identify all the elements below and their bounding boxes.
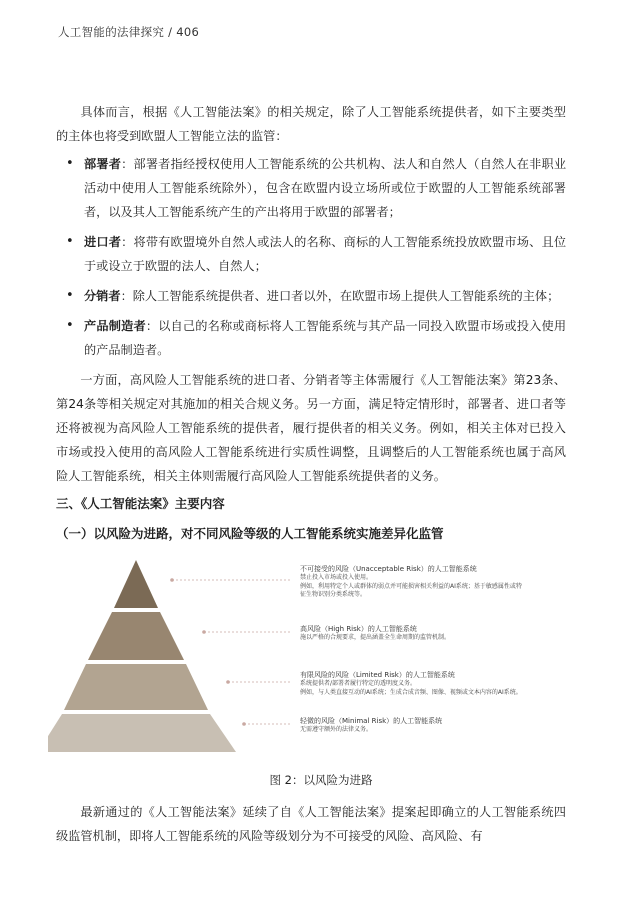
bullet-icon: • <box>66 156 74 171</box>
running-header <box>58 24 199 40</box>
list-item-term: 分销者 <box>84 289 121 303</box>
main-content <box>56 100 566 546</box>
subsection-heading: （一）以风险为进路，对不同风险等级的人工智能系统实施差异化监管 <box>56 526 444 541</box>
closing-paragraph: 最新通过的《人工智能法案》延续了自《人工智能法案》提案起即确立的人工智能系统四级监管机制，即将人工智能系统的风险等级划分为不可接受的风险、高风险、有 <box>56 805 566 843</box>
connector-dot <box>202 630 206 634</box>
list-item <box>56 230 566 278</box>
risk-desc: 例如，与人类直接互动的AI系统；生成合成音频、图像、视频或文本内容的AI系统。 <box>300 688 522 696</box>
risk-title: 有限风险的风险（Limited Risk）的人工智能系统 <box>300 671 455 679</box>
figure-caption: 图 2：以风险为进路 <box>269 773 373 787</box>
risk-label-minimal <box>300 716 600 735</box>
risk-title: 高风险（High Risk）的人工智能系统 <box>300 625 417 633</box>
risk-label-high <box>300 624 600 643</box>
list-item-text: ：除人工智能系统提供者、进口者以外，在欧盟市场上提供人工智能系统的主体； <box>120 289 560 303</box>
subject-list <box>56 152 566 362</box>
risk-pyramid-figure <box>48 552 608 762</box>
pyramid-tier-unacceptable <box>114 560 158 608</box>
list-item-term: 部署者 <box>84 157 122 171</box>
risk-label-unacceptable <box>300 564 600 600</box>
pyramid-tier-limited <box>64 664 208 710</box>
intro-paragraph: 具体而言，根据《人工智能法案》的相关规定，除了人工智能系统提供者，如下主要类型的主体也将受到欧盟人工智能立法的监管： <box>56 105 566 143</box>
closing-paragraph-container <box>56 800 566 848</box>
risk-desc: 施以严格的合规要求，提出涵盖全生命周期的监管机制。 <box>300 634 451 641</box>
bullet-icon: • <box>66 318 74 333</box>
connector-dot <box>226 680 230 684</box>
list-item-term: 进口者 <box>84 235 122 249</box>
header-title: 人工智能的法律探究 <box>58 25 165 39</box>
connector-dot <box>242 722 246 726</box>
risk-desc: 禁止投入市场或投入使用。 <box>300 574 373 581</box>
list-item <box>56 314 566 362</box>
risk-desc: 例如，利用特定个人或群体的弱点并可能损害相关利益的AI系统；基于敏感属性或特 <box>300 582 522 590</box>
list-item-text: ：部署者指经授权使用人工智能系统的公共机构、法人和自然人（自然人在非职业活动中使用人工智能系统除外），包含在欧盟内设立场所或位于欧盟的人工智能系统部署者，以及其人工智能系统产生的产出将用于欧盟的部署者； <box>84 157 567 219</box>
risk-desc: 征生物识别分类系统等。 <box>300 591 367 598</box>
pyramid-tier-high <box>88 612 184 660</box>
connector-dot <box>170 578 174 582</box>
bullet-icon: • <box>66 288 74 303</box>
risk-title: 不可接受的风险（Unacceptable Risk）的人工智能系统 <box>300 565 477 573</box>
risk-desc: 系统提供者/部署者履行特定的透明度义务。 <box>300 680 417 687</box>
list-item-text: ：将带有欧盟境外自然人或法人的名称、商标的人工智能系统投放欧盟市场、且位于或设立于欧盟的法人、自然人； <box>84 235 567 273</box>
bullet-icon: • <box>66 234 74 249</box>
risk-title: 轻微的风险（Minimal Risk）的人工智能系统 <box>300 717 443 725</box>
risk-desc: 无需遵守额外的法律义务。 <box>300 726 373 733</box>
pyramid-tier-minimal <box>48 714 236 752</box>
page-number: / 406 <box>168 25 200 39</box>
list-item-term: 产品制造者 <box>84 319 146 333</box>
body-paragraph: 一方面，高风险人工智能系统的进口者、分销者等主体需履行《人工智能法案》第23条、第24条等相关规定对其施加的相关合规义务。另一方面，满足特定情形时，部署者、进口者等还将被视为高风险人工智能系统的提供者，履行提供者的相关义务。例如，相关主体对已投入市场或投入使用的高风险人工智能系统进行实质性调整，且调整后的人工智能系统也属于高风险人工智能系统，相关主体则需履行高风险人工智能系统提供者的义务。 <box>56 373 566 483</box>
list-item-text: ：以自己的名称或商标将人工智能系统与其产品一同投入欧盟市场或投入使用的产品制造者。 <box>84 319 567 357</box>
risk-label-limited <box>300 670 600 697</box>
section-heading: 三、《人工智能法案》主要内容 <box>56 496 225 511</box>
list-item <box>56 284 566 308</box>
list-item <box>56 152 566 224</box>
